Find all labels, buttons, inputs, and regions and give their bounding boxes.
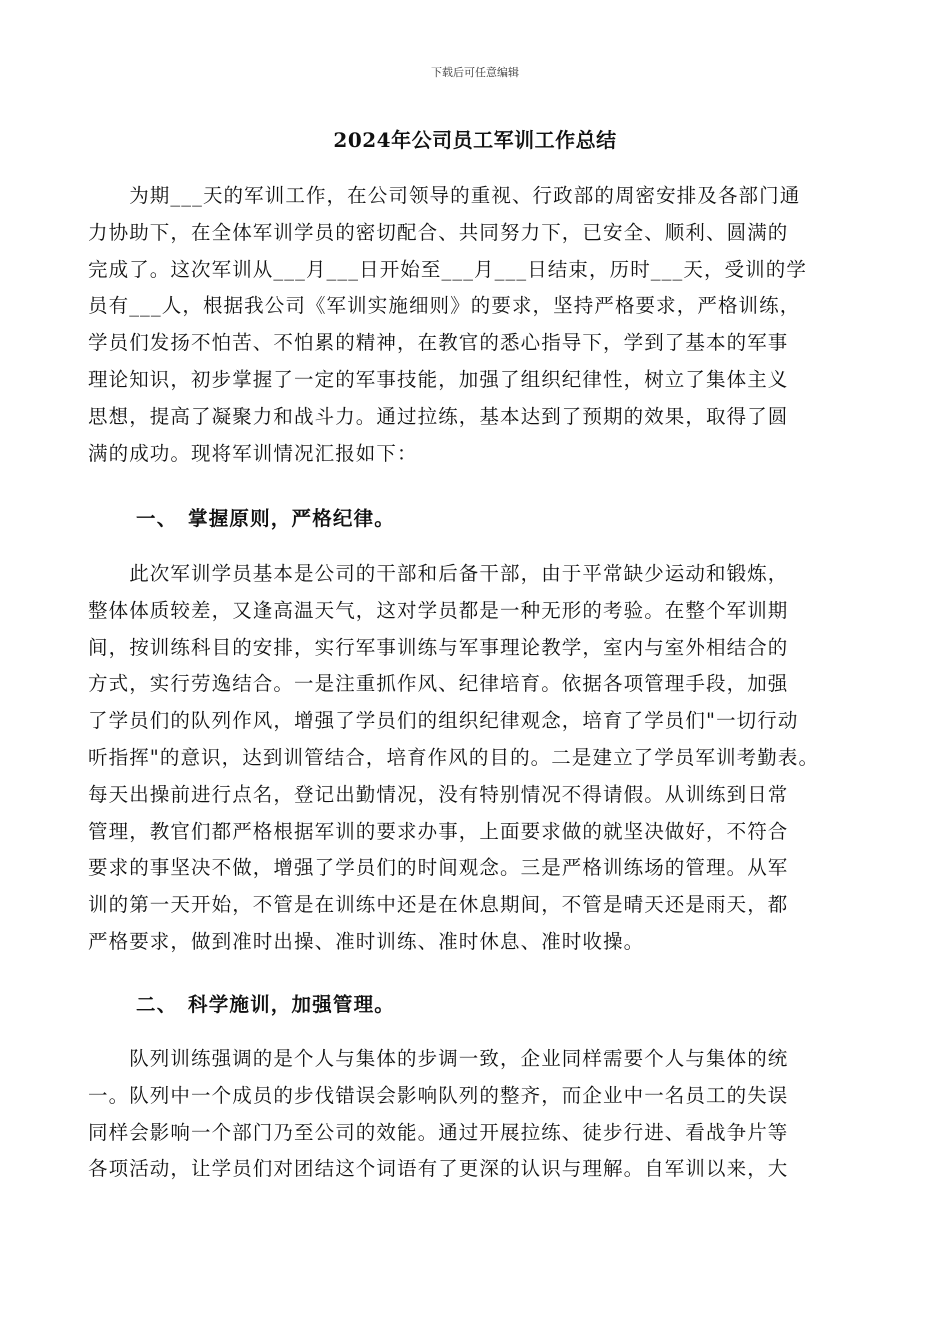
section-heading-2 bbox=[136, 987, 395, 1024]
paragraph-line: 理论知识，初步掌握了一定的军事技能，加强了组织纪律性，树立了集体主义 bbox=[88, 367, 789, 391]
paragraph-line: 力协助下，在全体军训学员的密切配合、共同努力下，已安全、顺利、圆满的 bbox=[88, 220, 789, 244]
paragraph-line: 严格要求，做到准时出操、准时训练、准时休息、准时收操。 bbox=[88, 929, 645, 953]
paragraph-line: 员有___人，根据我公司《军训实施细则》的要求，坚持严格要求，严格训练， bbox=[88, 294, 801, 318]
paragraph-line: 听指挥"的意识，达到训管结合，培育作风的目的。二是建立了学员军训考勤表。 bbox=[88, 745, 820, 769]
paragraph-line: 管理，教官们都严格根据军训的要求办事，上面要求做的就坚决做好，不符合 bbox=[88, 819, 789, 843]
paragraph-line: 同样会影响一个部门乃至公司的效能。通过开展拉练、徒步行进、看战争片等 bbox=[88, 1120, 789, 1144]
paragraph-section-1 bbox=[88, 556, 863, 961]
paragraph-section-2 bbox=[88, 1041, 863, 1188]
section-title: 掌握原则，严格纪律。 bbox=[188, 507, 396, 530]
document-title: 2024年公司员工军训工作总结 bbox=[333, 128, 617, 152]
section-number: 二、 bbox=[136, 993, 178, 1016]
paragraph-line: 队列训练强调的是个人与集体的步调一致，企业同样需要个人与集体的统 bbox=[88, 1047, 789, 1070]
paragraph-intro bbox=[88, 178, 863, 472]
paragraph-line: 为期___天的军训工作，在公司领导的重视、行政部的周密安排及各部门通 bbox=[88, 184, 801, 207]
paragraph-line: 思想，提高了凝聚力和战斗力。通过拉练，基本达到了预期的效果，取得了圆 bbox=[88, 404, 789, 428]
paragraph-line: 训的第一天开始，不管是在训练中还是在休息期间，不管是晴天还是雨天，都 bbox=[88, 893, 789, 917]
header-note: 下载后可任意编辑 bbox=[431, 66, 519, 79]
paragraph-line: 一。队列中一个成员的步伐错误会影响队列的整齐，而企业中一名员工的失误 bbox=[88, 1083, 789, 1107]
paragraph-line: 间，按训练科目的安排，实行军事训练与军事理论教学，室内与室外相结合的 bbox=[88, 635, 789, 659]
paragraph-line: 每天出操前进行点名，登记出勤情况，没有特别情况不得请假。从训练到日常 bbox=[88, 782, 789, 806]
section-title: 科学施训，加强管理。 bbox=[188, 993, 396, 1016]
section-number: 一、 bbox=[136, 507, 178, 530]
paragraph-line: 完成了。这次军训从___月___日开始至___月___日结束，历时___天，受训的学 bbox=[88, 257, 807, 281]
section-heading-1 bbox=[136, 501, 395, 538]
paragraph-line: 整体体质较差，又逢高温天气，这对学员都是一种无形的考验。在整个军训期 bbox=[88, 598, 789, 622]
paragraph-line: 此次军训学员基本是公司的干部和后备干部，由于平常缺少运动和锻炼， bbox=[88, 562, 789, 585]
paragraph-line: 要求的事坚决不做，增强了学员们的时间观念。三是严格训练场的管理。从军 bbox=[88, 856, 789, 880]
paragraph-line: 满的成功。现将军训情况汇报如下： bbox=[88, 441, 418, 465]
paragraph-line: 学员们发扬不怕苦、不怕累的精神，在教官的悉心指导下，学到了基本的军事 bbox=[88, 331, 789, 355]
paragraph-line: 方式，实行劳逸结合。一是注重抓作风、纪律培育。依据各项管理手段，加强 bbox=[88, 672, 789, 696]
paragraph-line: 各项活动，让学员们对团结这个词语有了更深的认识与理解。自军训以来，大 bbox=[88, 1157, 789, 1181]
paragraph-line: 了学员们的队列作风，增强了学员们的组织纪律观念，培育了学员们"一切行动 bbox=[88, 709, 799, 733]
